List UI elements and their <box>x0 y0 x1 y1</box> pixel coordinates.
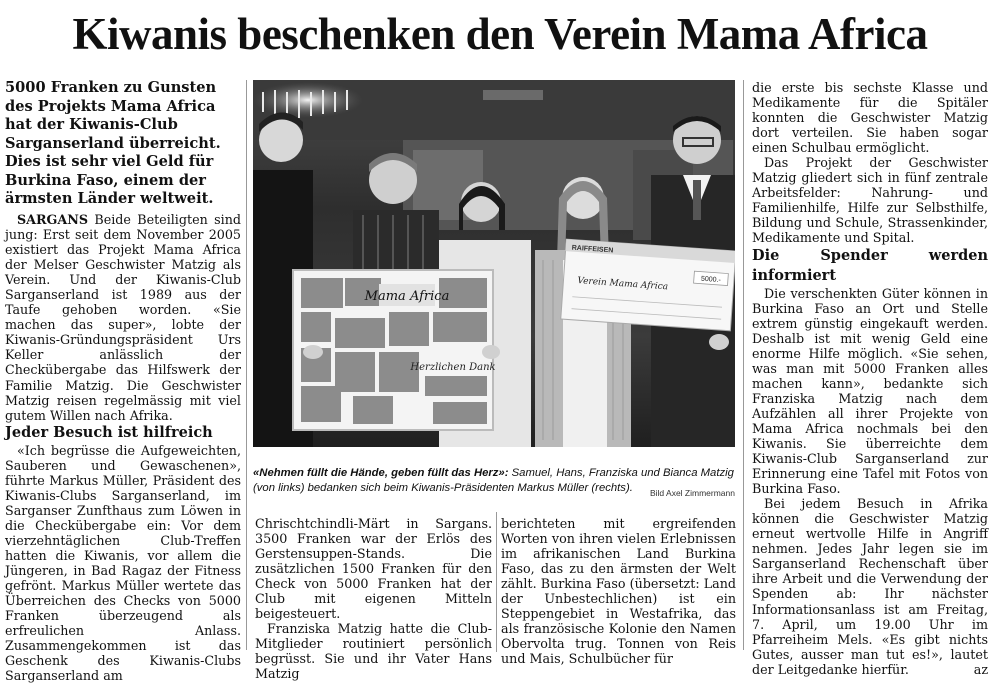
check-payee: Verein Mama Africa <box>577 276 669 293</box>
headline: Kiwanis beschenken den Verein Mama Africa <box>72 9 928 59</box>
dateline: SARGANS <box>17 212 88 227</box>
col2-paragraph-2: Franziska Matzig hatte die Club-Mitglieder routiniert persönlich begrüsst. Sie und ihr Vater Hans Matzig <box>255 621 492 682</box>
col4-paragraph-1: die erste bis sechste Klasse und Medikamente für die Spitäler konnten die Geschwister Matzig dort verteilen. Sie haben sogar einen Schulbau ermöglicht. <box>752 80 988 156</box>
col1-paragraph-1 <box>5 212 241 423</box>
board-title: Mama Africa <box>364 289 450 304</box>
photo-illustration <box>253 80 735 447</box>
column-rule-1 <box>246 80 247 650</box>
col4-paragraph-2: Das Projekt der Geschwister Matzig gliedert sich in fünf zentrale Arbeitsfelder: Nahrung- und Familienhilfe, Hilfe zur Selbsthilfe, Bildung und Schule, Strassenkinder, Medikamente und Spital. <box>752 155 988 246</box>
lead-paragraph: 5000 Franken zu Gunsten des Projekts Mama Africa hat der Kiwanis-Club Sarganserland überreicht. Dies ist sehr viel Geld für Burkina Faso, einem der ärmsten Länder weltweit. <box>5 79 221 207</box>
col4-p4-text: Bei jedem Besuch in Afrika können die Geschwister Matzig erneut wertvolle Hilfe in Angriff nehmen. Jedes Jahr legen sie im Sarganserland Rechenschaft über ihre Arbeit und die Verwendung der Spenden ab: Ihr nächster Informationsanlass ist am Freitag, 7. April, um 19.00 Uhr im Pfarreiheim Mels. «Es gibt nichts Gutes, ausser man tut es!», lautet der Leitgedanke hierfür. <box>752 496 988 677</box>
col1-paragraph-2: «Ich begrüsse die Aufgeweichten, Sauberen und Gewaschenen», führte Markus Müller, Präsident des Kiwanis-Clubs Sarganserland, im Sarganser Zunfthaus zum Löwen in die Checkübergabe ein: Vor dem vierzehntäglichen Club-Treffen hatten die Kiwanis, vor allem die Jüngeren, in Bad Ragaz der Fitness gefrönt. Markus Müller wertete das Überreichen des Checks von 5000 Franken überzeugend als erfreulichen Anlass. Zusammengekommen ist das Geschenk des Kiwanis-Clubs Sarganserland am <box>5 442 241 683</box>
col1-p1-text: Beide Beteiligten sind jung: Erst seit dem November 2005 existiert das Projekt Mama Africa der Melser Geschwister Matzig als Verein. Und der Kiwanis-Club Sarganserland ist 1989 aus der Taufe gehoben worden. «Sie machen das super», lobte der Kiwanis-Gründungspräsident Urs Keller anlässlich der Checkübergabe das Hilfswerk der Familie Matzig. Die Geschwister Matzig reisen regelmässig mit viel gutem Willen nach Afrika. <box>5 212 241 423</box>
board-thanks: Herzlichen Dank <box>410 362 496 373</box>
check-amount: 5000.- <box>700 275 722 285</box>
check-bank: RAIFFEISEN <box>571 244 614 255</box>
author-signature: az <box>973 661 988 677</box>
column-1 <box>5 212 241 683</box>
caption-text: Samuel, Hans, Franziska und Bianca Matzig (von links) bedanken sich beim Kiwanis-Präsidenten Markus Müller (rechts). <box>253 467 734 495</box>
col1-subhead: Jeder Besuch ist hilfreich <box>5 423 213 441</box>
column-rule-2 <box>496 512 497 652</box>
column-rule-3 <box>743 80 744 650</box>
article-photo <box>253 80 735 447</box>
column-2 <box>255 516 492 682</box>
col4-subhead: Die Spender werden informiert <box>752 246 988 284</box>
caption-quote: «Nehmen füllt die Hände, geben füllt das Herz»: <box>253 467 509 480</box>
col4-paragraph-4 <box>752 496 988 677</box>
col4-paragraph-3: Die verschenkten Güter können in Burkina Faso an Ort und Stelle extrem günstig eingekauft werden. Deshalb ist mit wenig Geld eine enorme Hilfe möglich. «Sie sehen, was man mit 5000 Franken alles machen kann», bedankte sich Franziska Matzig nach dem Aufzählen all ihrer Projekte von Mama Africa nochmals bei den Kiwanis. Sie überreichte dem Kiwanis-Club Sarganserland zur Erinnerung eine Tafel mit Fotos von Burkina Faso. <box>752 285 988 497</box>
photo-credit: Bild Axel Zimmermann <box>649 488 735 498</box>
col3-paragraph-1: berichteten mit ergreifenden Worten von ihren vielen Erlebnissen im afrikanischen Land Burkina Faso, das zu den ärmsten der Welt zählt. Burkina Faso (übersetzt: Land der Unbestechlichen) ist ein Steppengebiet in Westafrika, das als französische Kolonie den Namen Obervolta trug. Tonnen von Reis und Mais, Schulbücher für <box>501 516 736 667</box>
column-4 <box>752 80 988 677</box>
col2-paragraph-1: Chrischtchindli-Märt in Sargans. 3500 Franken war der Erlös des Gerstensuppen-Stands. Die zusätzlichen 1500 Franken für den Check von 5000 Franken hat der Club mit eigenen Mitteln beigesteuert. <box>255 516 492 622</box>
column-3 <box>501 516 736 666</box>
